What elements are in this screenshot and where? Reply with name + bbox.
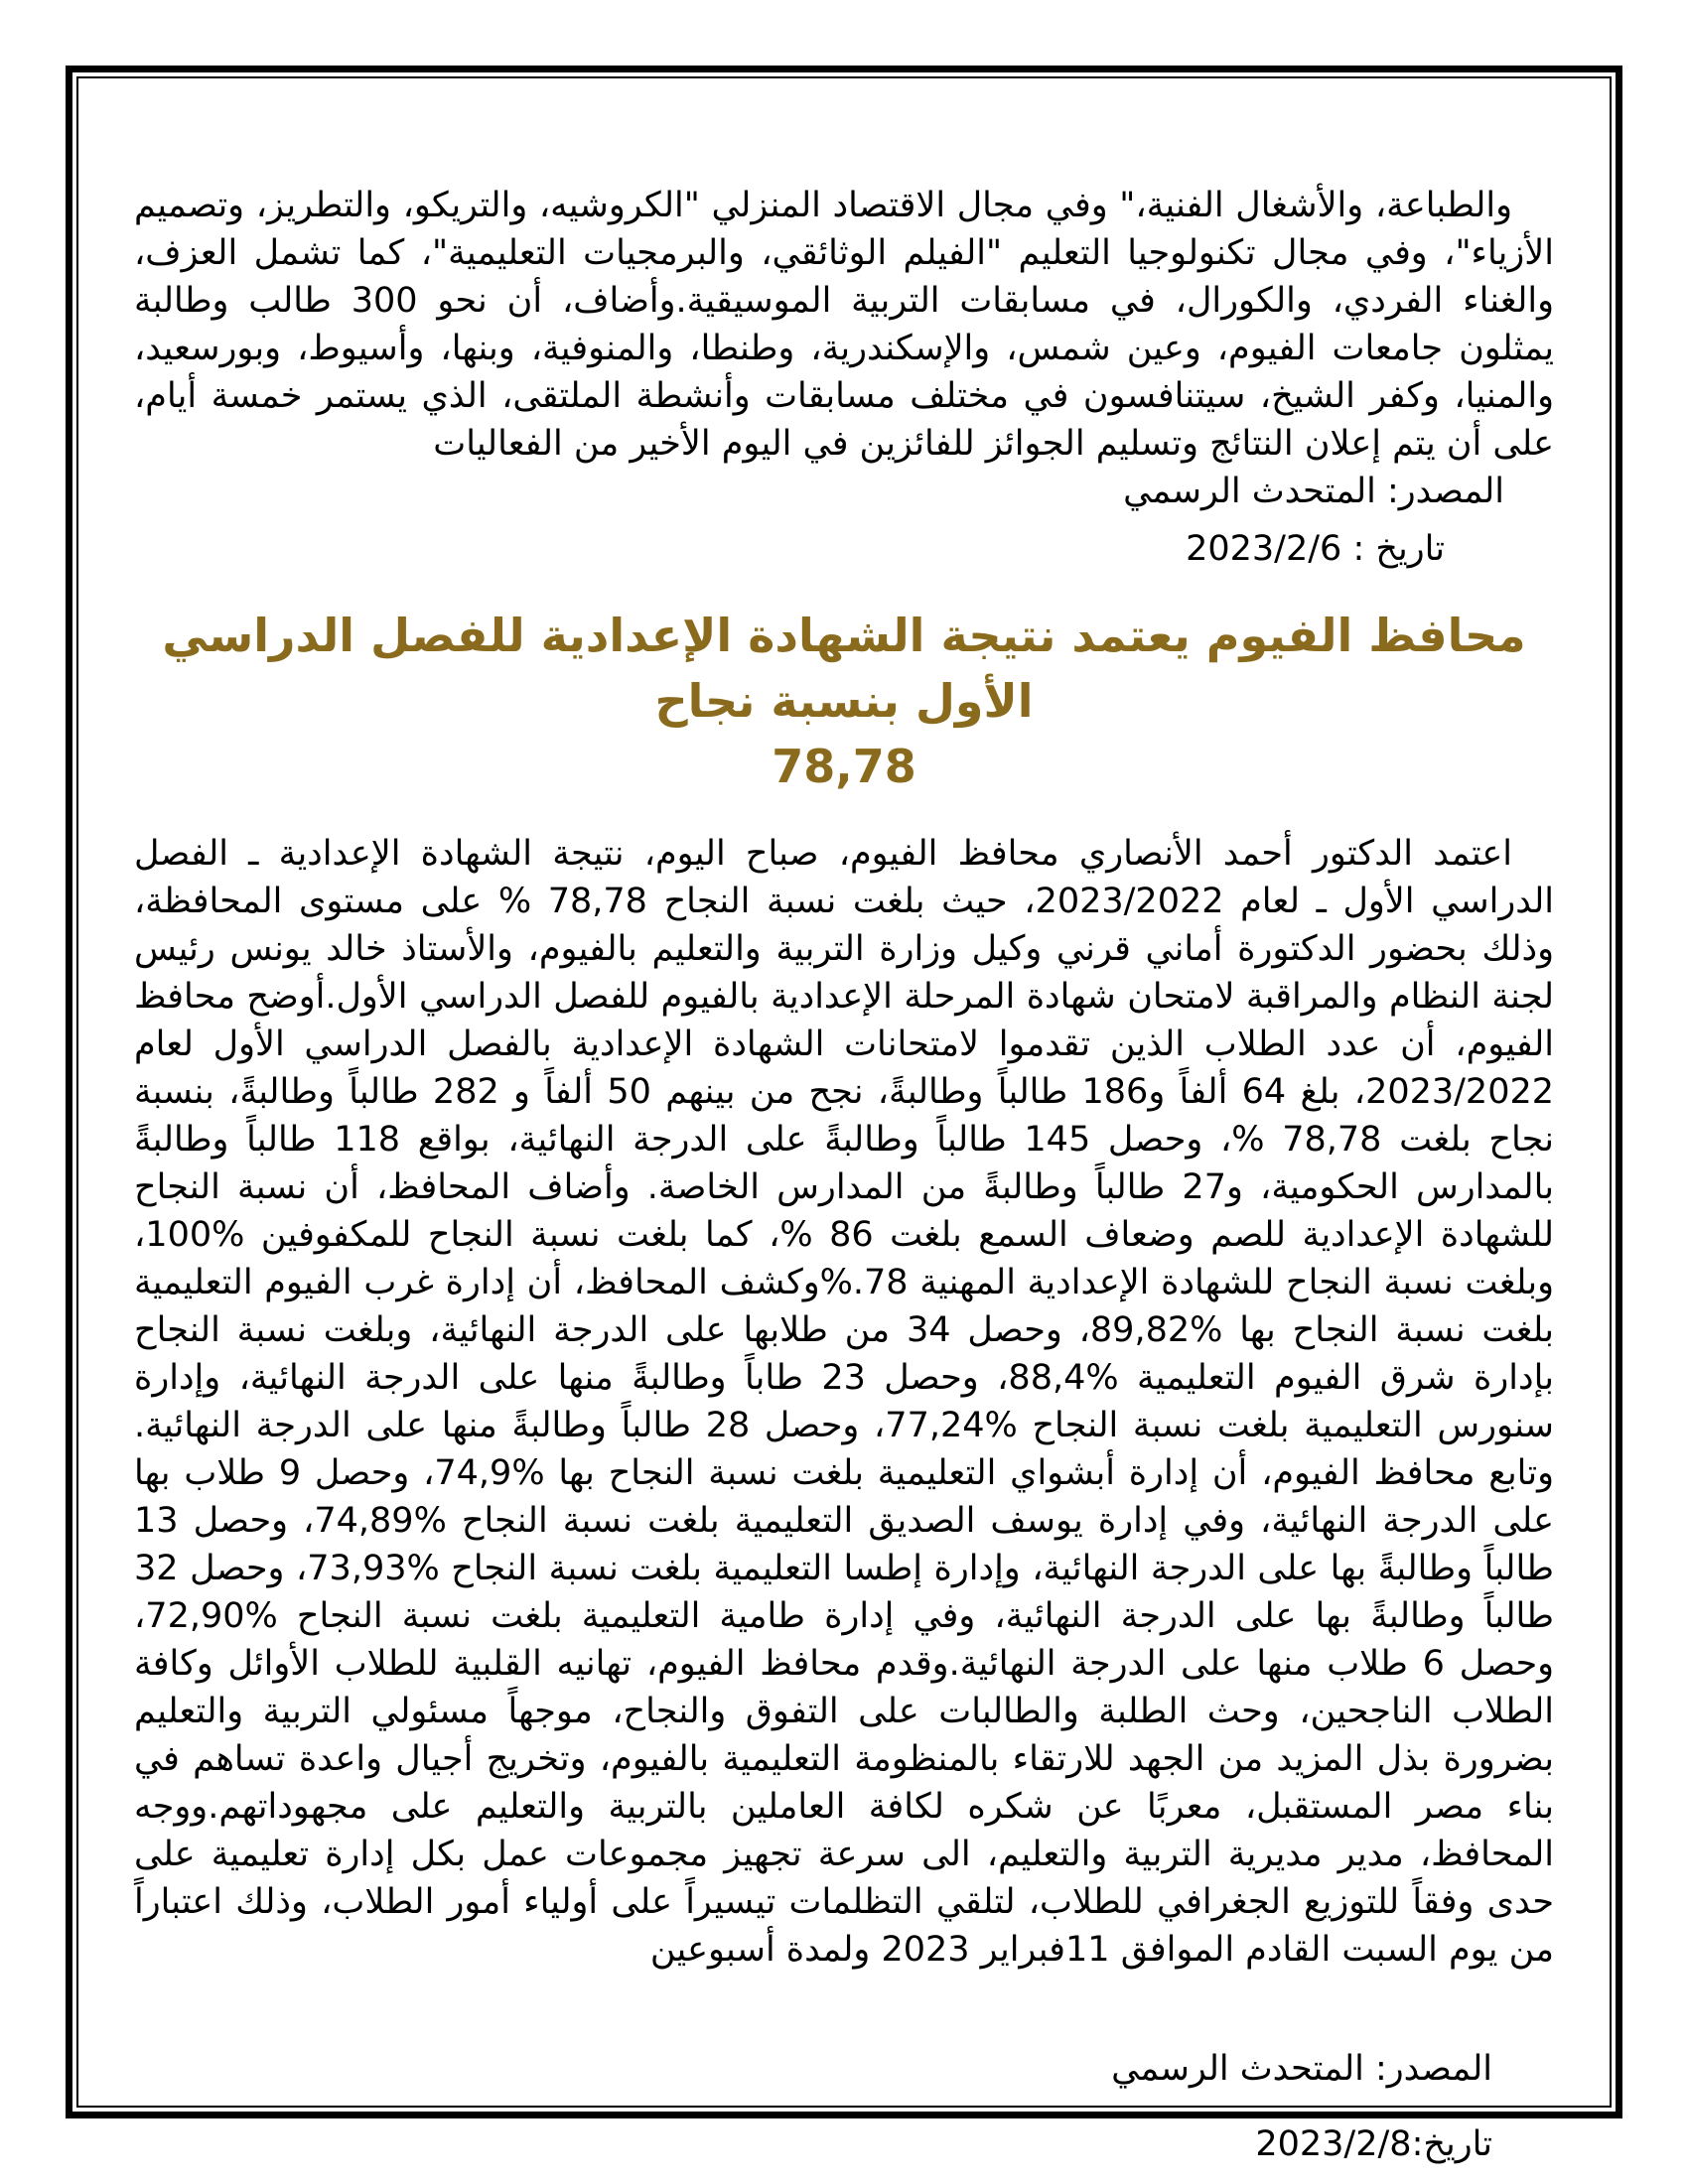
source-line: المصدر: المتحدث الرسمي: [1123, 472, 1504, 511]
article-title-text: محافظ الفيوم يعتمد نتيجة الشهادة الإعدادية للفصل الدراسي الأول بنسبة نجاح: [162, 609, 1526, 728]
article-title: [134, 603, 1554, 799]
date-line-2: تاريخ:2023/2/8: [1255, 2123, 1492, 2164]
page-content: [134, 182, 1554, 2168]
date-line: تاريخ : 2023/2/6: [1186, 529, 1445, 569]
continued-article-paragraph: والطباعة، والأشغال الفنية،" وفي مجال الاقتصاد المنزلي "الكروشيه، والتريكو، والتطريز، وتصميم الأزياء"، وفي مجال تكنولوجيا التعليم "الفيلم الوثائقي، والبرمجيات التعليمية"، كما تشمل العزف، والغناء الفردي، والكورال، في مسابقات التربية الموسيقية.وأضاف، أن نحو 300 طالب وطالبة يمثلون جامعات الفيوم، وعين شمس، والإسكندرية، وطنطا، والمنوفية، وبنها، وأسيوط، وبورسعيد، والمنيا، وكفر الشيخ، سيتنافسون في مختلف مسابقات وأنشطة الملتقى، الذي يستمر خمسة أيام، على أن يتم إعلان النتائج وتسليم الجوائز للفائزين في اليوم الأخير من الفعاليات: [134, 186, 1555, 464]
source-line-2: المصدر: المتحدث الرسمي: [1111, 2048, 1492, 2089]
article-title-number: 78,78: [772, 740, 916, 793]
article-body-paragraph: اعتمد الدكتور أحمد الأنصاري محافظ الفيوم، صباح اليوم، نتيجة الشهادة الإعدادية ـ الفصل الدراسي الأول ـ لعام 2023/2022، حيث بلغت نسبة النجاح 78,78 % على مستوى المحافظة، وذلك بحضور الدكتورة أماني قرني وكيل وزارة التربية والتعليم بالفيوم، والأستاذ خالد يونس رئيس لجنة النظام والمراقبة لامتحان شهادة المرحلة الإعدادية بالفيوم للفصل الدراسي الأول.أوضح محافظ الفيوم، أن عدد الطلاب الذين تقدموا لامتحانات الشهادة الإعدادية بالفصل الدراسي الأول لعام 2023/2022، بلغ 64 ألفاً و186 طالباً وطالبةً، نجح من بينهم 50 ألفاً و 282 طالباً وطالبةً، بنسبة نجاح بلغت 78,78 %، وحصل 145 طالباً وطالبةً على الدرجة النهائية، بواقع 118 طالباً وطالبةً بالمدارس الحكومية، و27 طالباً وطالبةً من المدارس الخاصة. وأضاف المحافظ، أن نسبة النجاح للشهادة الإعدادية للصم وضعاف السمع بلغت 86 %، كما بلغت نسبة النجاح للمكفوفين %100، وبلغت نسبة النجاح للشهادة الإعدادية المهنية 78.%وكشف المحافظ، أن إدارة غرب الفيوم التعليمية بلغت نسبة النجاح بها %89,82، وحصل 34 من طلابها على الدرجة النهائية، وبلغت نسبة النجاح بإدارة شرق الفيوم التعليمية %88,4، وحصل 23 طاباً وطالبةً منها على الدرجة النهائية، وإدارة سنورس التعليمية بلغت نسبة النجاح %77,24، وحصل 28 طالباً وطالبةً منها على الدرجة النهائية. وتابع محافظ الفيوم، أن إدارة أبشواي التعليمية بلغت نسبة النجاح بها %74,9، وحصل 9 طلاب بها على الدرجة النهائية، وفي إدارة يوسف الصديق التعليمية بلغت نسبة النجاح %74,89، وحصل 13 طالباً وطالبةً بها على الدرجة النهائية، وإدارة إطسا التعليمية بلغت نسبة النجاح %73,93، وحصل 32 طالباً وطالبةً بها على الدرجة النهائية، وفي إدارة طامية التعليمية بلغت نسبة النجاح %72,90، وحصل 6 طلاب منها على الدرجة النهائية.وقدم محافظ الفيوم، تهانيه القلبية للطلاب الأوائل وكافة الطلاب الناجحين، وحث الطلبة والطالبات على التفوق والنجاح، موجهاً مسئولي التربية والتعليم بضرورة بذل المزيد من الجهد للارتقاء بالمنظومة التعليمية بالفيوم، وتخريج أجيال واعدة تساهم في بناء مصر المستقبل، معربًا عن شكره لكافة العاملين بالتربية والتعليم على مجهوداتهم.ووجه المحافظ، مدير مديرية التربية والتعليم، الى سرعة تجهيز مجموعات عمل بكل إدارة تعليمية على حدى وفقاً للتوزيع الجغرافي للطلاب، لتلقي التظلمات تيسيراً على أولياء أمور الطلاب، وذلك اعتباراً من يوم السبت القادم الموافق 11فبراير 2023 ولمدة أسبوعين: [134, 833, 1555, 1970]
